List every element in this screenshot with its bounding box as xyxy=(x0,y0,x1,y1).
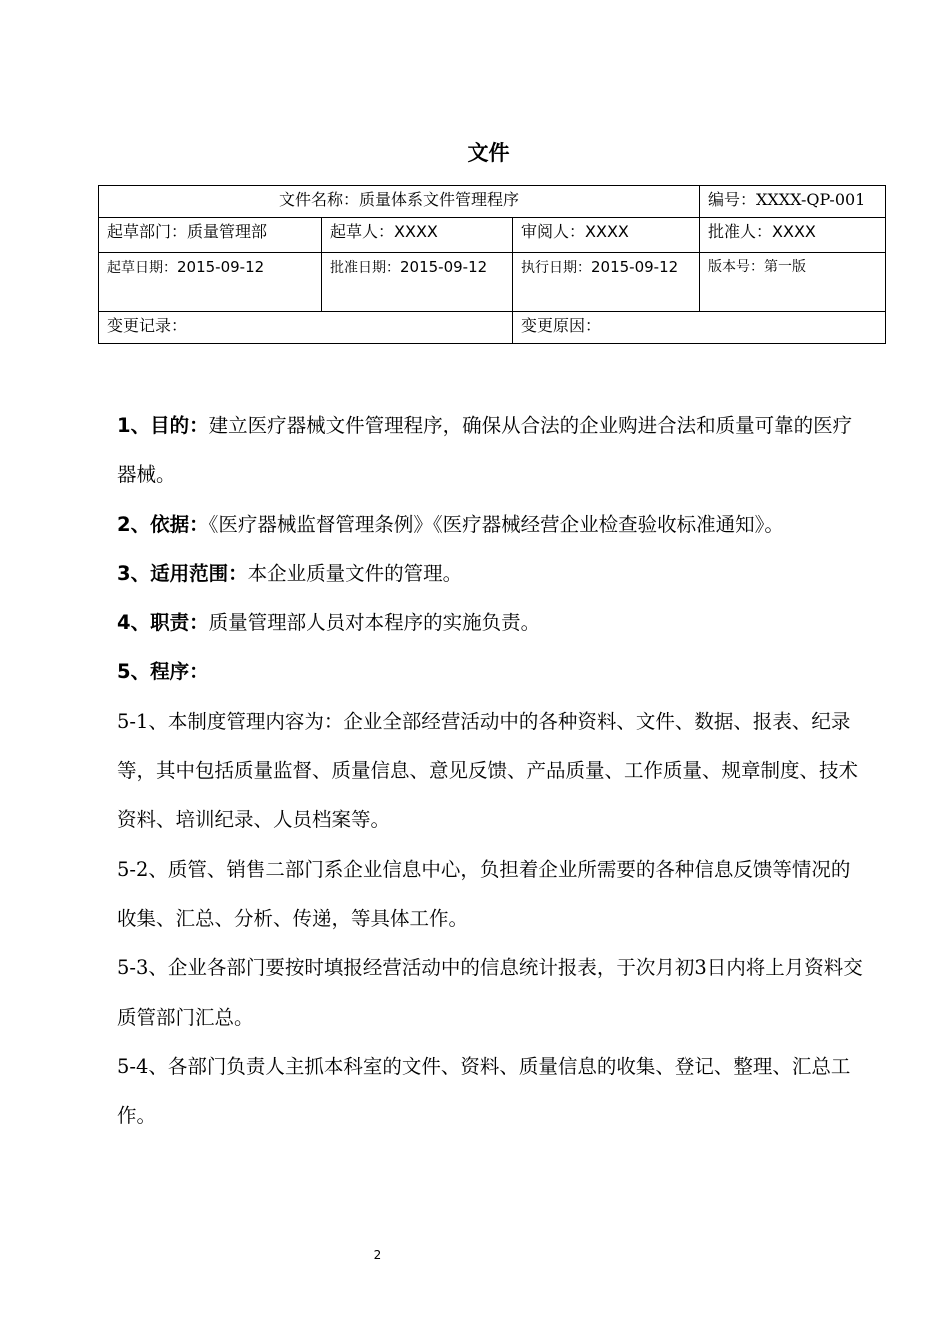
section-paragraph xyxy=(117,401,867,500)
drafter-label: 起草人： xyxy=(330,222,395,241)
table-row xyxy=(99,218,886,253)
section-heading: 1、目的： xyxy=(117,414,209,437)
approver-cell xyxy=(700,218,886,253)
document-info-table xyxy=(98,185,886,344)
section-paragraph xyxy=(117,500,867,549)
section-heading: 2、依据： xyxy=(117,512,209,536)
draft-date-label: 起草日期： xyxy=(107,260,177,276)
procedure-paragraph: 5-3、企业各部门要按时填报经营活动中的信息统计报表，于次月初3日内将上月资料交质管部门汇总。 xyxy=(117,956,863,1029)
version-cell: 版本号：第一版 xyxy=(700,253,886,312)
change-reason-cell: 变更原因： xyxy=(513,312,886,344)
section-text: 本企业质量文件的管理。 xyxy=(247,561,463,585)
drafter-cell xyxy=(322,218,513,253)
exec-date-value: 2015-09-12 xyxy=(591,258,679,276)
exec-date-label: 执行日期： xyxy=(521,260,591,276)
table-row xyxy=(99,253,886,312)
procedure-paragraph: 5-1、本制度管理内容为：企业全部经营活动中的各种资料、文件、数据、报表、纪录等，其中包括质量监督、质量信息、意见反馈、产品质量、工作质量、规章制度、技术资料、培训纪录、人员档案等。 xyxy=(117,709,859,832)
page-number: 2 xyxy=(373,1248,382,1262)
document-number-cell: 编号：XXXX-QP-001 xyxy=(700,186,886,218)
reviewer-value: XXXX xyxy=(585,222,629,241)
draft-date-value: 2015-09-12 xyxy=(177,258,265,276)
section-paragraph xyxy=(117,549,867,598)
approve-date-label: 批准日期： xyxy=(330,260,400,276)
document-body xyxy=(117,401,867,1140)
approve-date-cell xyxy=(322,253,513,312)
drafter-value: XXXX xyxy=(394,222,438,241)
section-paragraph xyxy=(117,598,867,647)
change-record-cell: 变更记录： xyxy=(99,312,513,344)
section-text: 质量管理部人员对本程序的实施负责。 xyxy=(208,611,541,635)
procedure-paragraph: 5-2、质管、销售二部门系企业信息中心，负担着企业所需要的各种信息反馈等情况的收集、汇总、分析、传递，等具体工作。 xyxy=(117,857,851,930)
section-heading: 4、职责： xyxy=(117,611,209,635)
section-text: 《医疗器械监督管理条例》《医疗器械经营企业检查验收标准通知》。 xyxy=(208,512,784,536)
file-name-cell: 文件名称：质量体系文件管理程序 xyxy=(99,186,700,218)
drafting-dept-value: 质量管理部 xyxy=(187,222,268,241)
exec-date-cell xyxy=(513,253,700,312)
approver-value: XXXX xyxy=(772,222,816,241)
table-row xyxy=(99,312,886,344)
reviewer-cell xyxy=(513,218,700,253)
document-title: 文件 xyxy=(467,141,510,165)
drafting-dept-cell xyxy=(99,218,322,253)
section-heading: 3、适用范围： xyxy=(117,561,248,585)
table-row xyxy=(99,186,886,218)
approver-label: 批准人： xyxy=(708,222,773,241)
drafting-dept-label: 起草部门： xyxy=(107,222,188,241)
section-text: 建立医疗器械文件管理程序，确保从合法的企业购进合法和质量可靠的医疗器械。 xyxy=(117,414,853,487)
section-heading: 5、程序： xyxy=(117,660,209,684)
section-paragraph xyxy=(117,647,867,696)
procedure-paragraph: 5-4、各部门负责人主抓本科室的文件、资料、质量信息的收集、登记、整理、汇总工作。 xyxy=(117,1054,851,1128)
draft-date-cell xyxy=(99,253,322,312)
reviewer-label: 审阅人： xyxy=(521,222,586,241)
approve-date-value: 2015-09-12 xyxy=(400,258,488,276)
